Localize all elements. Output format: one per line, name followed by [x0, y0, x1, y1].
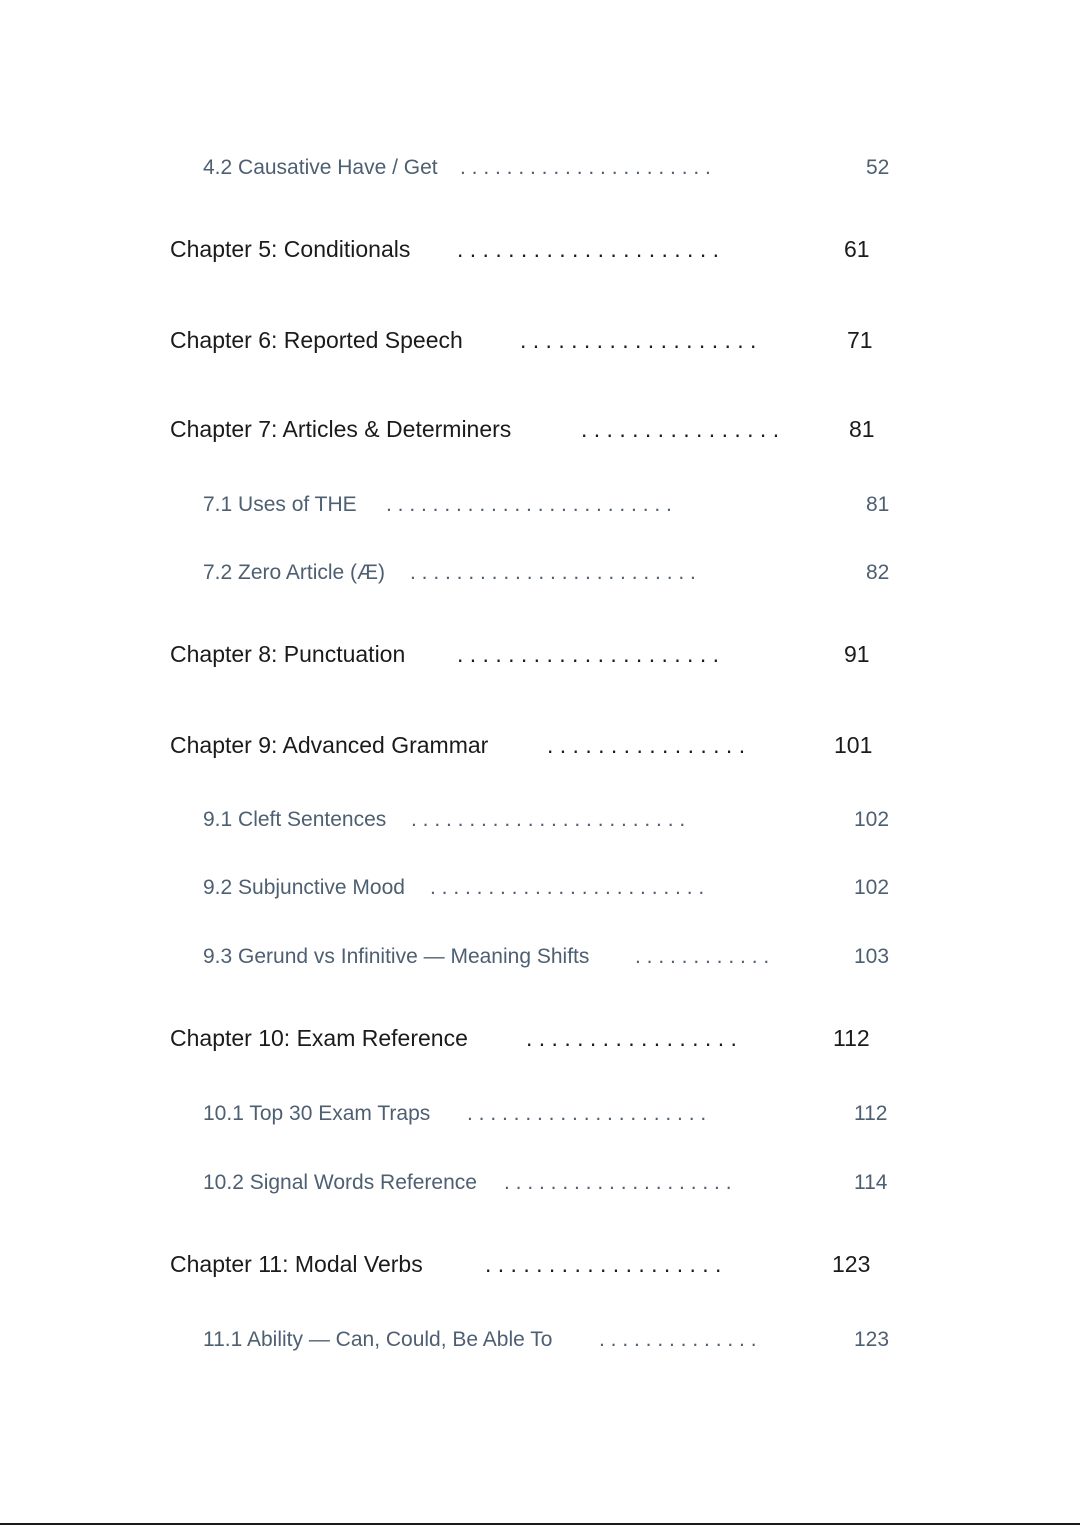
toc-entry-leader: . . . . . . . . . . . . . . . . .	[526, 1025, 737, 1051]
toc-entry-title: Chapter 6: Reported Speech	[170, 327, 463, 353]
toc-entry-title: Chapter 5: Conditionals	[170, 236, 411, 262]
toc-entry-leader: . . . . . . . . . . . . . . . . . . . . . .	[460, 156, 711, 179]
toc-entry-leader: . . . . . . . . . . . . . . . . . . . . .	[467, 1102, 707, 1125]
toc-entry-title: 7.1 Uses of THE	[203, 493, 357, 516]
toc-entry-title: Chapter 8: Punctuation	[170, 641, 406, 667]
toc-section-7-1[interactable]	[203, 494, 891, 518]
toc-chapter-6[interactable]	[170, 329, 875, 355]
toc-entry-leader: . . . . . . . . . . . . . . . . . . . . . . . .	[411, 808, 686, 831]
toc-entry-leader: . . . . . . . . . . . . . .	[599, 1328, 757, 1351]
toc-entry-page: 103	[854, 945, 890, 968]
toc-entry-page: 112	[833, 1025, 870, 1051]
toc-entry-leader: . . . . . . . . . . . . . . . . . . . .	[504, 1171, 732, 1194]
toc-entry-leader: . . . . . . . . . . . . . . . .	[581, 416, 780, 442]
toc-entry-leader: . . . . . . . . . . . . . . . . . . . . .	[457, 236, 719, 262]
toc-entry-page: 123	[854, 1328, 890, 1351]
toc-entry-leader: . . . . . . . . . . . . . . . . . . . . .	[457, 641, 719, 667]
toc-entry-page: 81	[866, 493, 890, 516]
toc-entry-leader: . . . . . . . . . . . . . . . . . . . . . . . .	[430, 876, 705, 899]
toc-entry-leader: . . . . . . . . . . . . . . . . . . . . . . . . .	[386, 493, 672, 516]
toc-entry-page: 71	[847, 327, 873, 353]
toc-section-9-3[interactable]	[203, 946, 891, 970]
toc-entry-page: 91	[844, 641, 870, 667]
toc-entry-page: 114	[854, 1171, 888, 1194]
toc-entry-leader: . . . . . . . . . . . .	[635, 945, 770, 968]
toc-entry-title: Chapter 10: Exam Reference	[170, 1025, 468, 1051]
toc-entry-title: 7.2 Zero Article (Æ)	[203, 561, 386, 584]
toc-chapter-10[interactable]	[170, 1027, 875, 1053]
toc-section-7-2[interactable]	[203, 562, 891, 586]
toc-entry-leader: . . . . . . . . . . . . . . . . . . .	[485, 1251, 722, 1277]
toc-entry-leader: . . . . . . . . . . . . . . . . . . . . . . . . .	[410, 561, 696, 584]
toc-entry-title: 9.3 Gerund vs Infinitive — Meaning Shifts	[203, 945, 590, 968]
toc-entry-title: 11.1 Ability — Can, Could, Be Able To	[203, 1328, 553, 1351]
toc-chapter-11[interactable]	[170, 1253, 875, 1279]
toc-section-11-1[interactable]	[203, 1329, 891, 1353]
toc-entry-leader: . . . . . . . . . . . . . . . . . . .	[520, 327, 757, 353]
toc-entry-title: Chapter 7: Articles & Determiners	[170, 416, 512, 442]
toc-entry-page: 82	[866, 561, 890, 584]
toc-entry-title: Chapter 11: Modal Verbs	[170, 1251, 423, 1277]
toc-entry-page: 102	[854, 876, 890, 899]
toc-entry-title: Chapter 9: Advanced Grammar	[170, 732, 489, 758]
toc-chapter-9[interactable]	[170, 734, 875, 760]
toc-section-10-2[interactable]	[203, 1172, 891, 1196]
toc-chapter-5[interactable]	[170, 238, 870, 264]
toc-section-9-1[interactable]	[203, 809, 891, 833]
toc-entry-page: 102	[854, 808, 890, 831]
toc-section-4-2[interactable]	[203, 157, 891, 181]
toc-entry-title: 10.2 Signal Words Reference	[203, 1171, 477, 1194]
toc-section-9-2[interactable]	[203, 877, 891, 901]
toc-entry-title: 9.2 Subjunctive Mood	[203, 876, 405, 899]
toc-entry-title: 9.1 Cleft Sentences	[203, 808, 387, 831]
toc-entry-leader: . . . . . . . . . . . . . . . .	[547, 732, 746, 758]
toc-chapter-7[interactable]	[170, 418, 875, 444]
toc-entry-title: 4.2 Causative Have / Get	[203, 156, 438, 179]
toc-entry-page: 101	[834, 732, 873, 758]
toc-entry-page: 81	[849, 416, 875, 442]
toc-entry-page: 61	[844, 236, 870, 262]
toc-section-10-1[interactable]	[203, 1103, 891, 1127]
toc-chapter-8[interactable]	[170, 643, 870, 669]
toc-entry-page: 123	[832, 1251, 871, 1277]
toc-entry-title: 10.1 Top 30 Exam Traps	[203, 1102, 431, 1125]
toc-entry-page: 52	[866, 156, 890, 179]
toc-entry-page: 112	[854, 1102, 888, 1125]
